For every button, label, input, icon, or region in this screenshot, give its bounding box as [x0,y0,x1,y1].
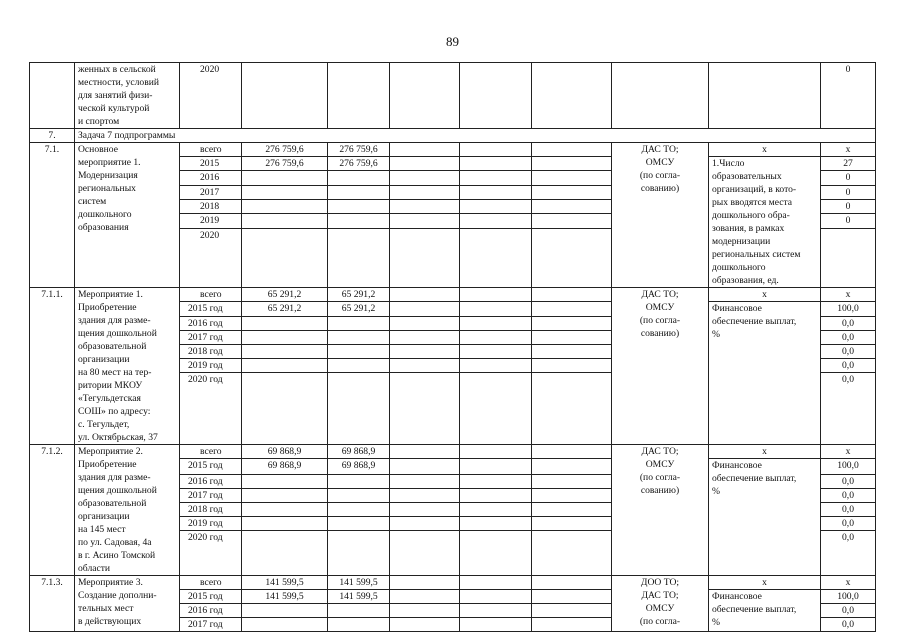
indicator-head: х [709,288,821,302]
indicator-value: 0,0 [821,475,876,489]
text-line: % [712,329,720,340]
indicator-value: 0,0 [821,531,876,576]
federal-funding [328,517,390,531]
text-line: по ул. Садовая, 4а [78,537,152,548]
row-number: 7. [30,129,75,143]
regional-funding [390,590,460,604]
year-cell: 2018 год [180,345,242,359]
total-funding [242,171,328,185]
federal-funding [328,199,390,213]
indicator-head: х [709,445,821,459]
indicator-value: 100,0 [821,302,876,317]
indicator-value: х [821,445,876,459]
text-line: для занятий физи- [78,90,153,101]
other-funding [532,576,612,590]
total-funding [242,373,328,445]
text-line: ческой культурой [78,103,150,114]
federal-funding: 276 759,6 [328,143,390,157]
local-funding [460,157,532,171]
text-line: здания для разме- [78,472,151,483]
indicator-value: х [821,576,876,590]
indicator-value: 100,0 [821,459,876,475]
local-funding [460,618,532,632]
text-line: обеспечение выплат, [712,316,797,327]
total-funding: 65 291,2 [242,288,328,302]
text-line: модернизации [712,236,771,247]
total-funding [242,618,328,632]
row-number: 7.1.2. [30,445,75,576]
text-line: региональных систем [712,249,801,260]
text-lines [712,459,817,498]
local-funding [460,604,532,618]
regional-funding [390,489,460,503]
other-funding [532,618,612,632]
total-funding [242,228,328,287]
year-cell: 2020 [180,63,242,129]
page-number: 89 [446,34,459,49]
text-line: организации [78,354,130,365]
local-funding [460,475,532,489]
text-line: Модернизация [78,170,138,181]
year-cell: 2016 год [180,475,242,489]
text-line: Приобретение [78,459,137,470]
federal-funding: 65 291,2 [328,302,390,317]
other-funding [532,373,612,445]
federal-funding [328,228,390,287]
regional-funding [390,445,460,459]
total-funding [242,531,328,576]
local-funding [460,373,532,445]
text-line: в действующих [78,616,142,627]
text-line: обеспечение выплат, [712,604,797,615]
federal-funding: 69 868,9 [328,445,390,459]
year-cell: всего [180,288,242,302]
year-cell: 2017 год [180,331,242,345]
text-lines [712,157,817,287]
text-lines [78,288,176,444]
text-lines [615,288,705,340]
indicator-value [821,228,876,287]
regional-funding [390,373,460,445]
local-funding [460,317,532,331]
text-line: Мероприятие 2. [78,446,143,457]
local-funding [460,199,532,213]
text-line: на 80 мест на тер- [78,367,152,378]
local-funding [460,214,532,228]
text-lines [615,576,705,628]
federal-funding [328,531,390,576]
federal-funding: 141 599,5 [328,576,390,590]
text-lines [78,445,176,575]
text-line: «Тегульдетская [78,393,141,404]
indicator-name [709,157,821,288]
text-line: Основное [78,144,118,155]
other-funding [532,228,612,287]
indicator-value: 0,0 [821,489,876,503]
indicator-value: 0,0 [821,331,876,345]
federal-funding [328,503,390,517]
other-funding [532,517,612,531]
text-line: ул. Октябрьская, 37 [78,432,158,443]
regional-funding [390,475,460,489]
text-line: ОМСУ [645,603,675,614]
text-line: (по согла- [639,315,681,326]
activity-name [75,63,180,129]
regional-funding [390,157,460,171]
year-cell: 2019 год [180,517,242,531]
other-funding [532,185,612,199]
local-funding [460,171,532,185]
row-number: 7.1.3. [30,576,75,632]
executor [612,445,709,576]
other-funding [532,359,612,373]
text-line: Мероприятие 1. [78,289,143,300]
other-funding [532,475,612,489]
total-funding: 65 291,2 [242,302,328,317]
local-funding [460,445,532,459]
text-line: здания для разме- [78,315,151,326]
federal-funding [328,359,390,373]
total-funding [242,185,328,199]
text-line: Финансовое [712,591,762,602]
text-line: Финансовое [712,303,762,314]
regional-funding [390,604,460,618]
text-line: ДАС ТО; [641,446,679,457]
text-line: щения дошкольной [78,485,157,496]
other-funding [532,157,612,171]
text-line: % [712,486,720,497]
year-cell: 2019 год [180,359,242,373]
text-lines [712,590,817,629]
total-funding: 276 759,6 [242,157,328,171]
federal-funding [328,604,390,618]
text-lines [615,143,705,195]
local-funding [460,359,532,373]
text-line: обеспечение выплат, [712,473,797,484]
local-funding [460,331,532,345]
text-line: (по согла- [639,616,681,627]
total-funding [242,199,328,213]
other-funding [532,199,612,213]
federal-funding [328,214,390,228]
text-line: ДАС ТО; [641,590,679,601]
total-funding [242,489,328,503]
regional-funding [390,288,460,302]
federal-funding [328,171,390,185]
other-funding [532,459,612,475]
federal-funding: 65 291,2 [328,288,390,302]
text-line: на 145 мест [78,524,126,535]
table-body [30,63,876,143]
indicator-name [709,302,821,445]
year-cell: 2020 год [180,531,242,576]
text-line: (по согла- [639,472,681,483]
year-cell: 2015 год [180,590,242,604]
text-line: дошкольного [78,209,132,220]
text-line: образовательных [712,171,782,182]
regional-funding [390,618,460,632]
federal-funding [328,331,390,345]
regional-funding [390,302,460,317]
indicator-head: х [709,143,821,157]
text-line: рых вводятся места [712,197,793,208]
regional-funding [390,459,460,475]
total-funding: 141 599,5 [242,576,328,590]
indicator-value: 0 [821,185,876,199]
section-7-1-1 [30,288,876,445]
regional-funding [390,185,460,199]
indicator-value: 0,0 [821,503,876,517]
text-line: образования, ед. [712,275,779,286]
year-cell: 2016 год [180,317,242,331]
year-cell: 2020 год [180,373,242,445]
federal-funding [328,489,390,503]
total-funding: 141 599,5 [242,590,328,604]
regional-funding [390,517,460,531]
indicator-value: 0,0 [821,317,876,331]
other-funding [532,317,612,331]
year-cell: 2017 год [180,489,242,503]
table-row [30,445,876,459]
regional-funding [390,214,460,228]
executor [612,288,709,445]
federal-funding [328,618,390,632]
total-funding: 276 759,6 [242,143,328,157]
text-line: местности, условий [78,77,160,88]
text-line: ОМСУ [645,157,675,168]
indicator-value: 0,0 [821,517,876,531]
year-cell: 2017 год [180,618,242,632]
text-line: (по согла- [639,170,681,181]
local-funding [460,288,532,302]
regional-funding [390,228,460,287]
text-line: ДАС ТО; [641,289,679,300]
text-line: и спортом [78,116,120,127]
year-cell: 2020 [180,228,242,287]
section-7-1-2 [30,445,876,576]
local-funding [460,489,532,503]
year-cell: всего [180,143,242,157]
indicator-value: х [821,143,876,157]
total-funding [242,604,328,618]
row-number: 7.1.1. [30,288,75,445]
local-funding [460,459,532,475]
total-funding [242,214,328,228]
indicator-head: х [709,576,821,590]
text-line: в г. Асино Томской [78,550,156,561]
text-line: Финансовое [712,460,762,471]
regional-funding [390,199,460,213]
total-funding [242,317,328,331]
other-funding [532,445,612,459]
year-cell: 2015 год [180,302,242,317]
indicator-value: 0 [821,171,876,185]
local-funding [460,143,532,157]
task-title: Задача 7 подпрограммы [75,129,876,143]
text-line: СОШ» по адресу: [78,406,151,417]
text-line: сованию) [640,485,680,496]
text-line: образовательной [78,498,147,509]
year-cell: 2016 год [180,604,242,618]
text-line: тельных мест [78,603,134,614]
indicator-name [709,459,821,576]
total-funding: 69 868,9 [242,459,328,475]
indicator-value: 0 [821,199,876,213]
local-funding [460,503,532,517]
regional-funding [390,503,460,517]
executor [612,143,709,288]
table-row [30,143,876,157]
local-funding [460,590,532,604]
text-line: женных в сельской [78,64,156,75]
regional-funding [390,143,460,157]
regional-funding [390,171,460,185]
text-line: организации [78,511,130,522]
text-line: мероприятие 1. [78,157,141,168]
federal-funding: 69 868,9 [328,459,390,475]
text-line: систем [78,196,107,207]
text-line: Создание дополни- [78,590,157,601]
indicator-value: 100,0 [821,590,876,604]
year-cell: 2016 [180,171,242,185]
total-funding [242,475,328,489]
indicator-value: 0 [821,63,876,129]
total-funding [242,345,328,359]
other-funding [532,503,612,517]
text-line: с. Тегульдет, [78,419,130,430]
other-funding [532,489,612,503]
other-funding [532,590,612,604]
text-line: сованию) [640,328,680,339]
federal-funding: 141 599,5 [328,590,390,604]
text-lines [615,445,705,497]
other-funding [532,302,612,317]
other-funding [532,531,612,576]
activity-name [75,445,180,576]
indicator-value: 0 [821,214,876,228]
year-cell: всего [180,576,242,590]
indicator-value: 0,0 [821,359,876,373]
row-number [30,63,75,129]
other-funding [532,143,612,157]
text-lines [78,576,176,628]
indicator-value: 0,0 [821,345,876,359]
federal-funding [328,185,390,199]
regional-funding [390,359,460,373]
year-cell: 2019 [180,214,242,228]
text-lines [78,143,176,234]
local-funding [460,517,532,531]
text-line: области [78,563,111,574]
text-line: % [712,617,720,628]
indicator-name [709,590,821,632]
text-line: ДОО ТО; [640,577,680,588]
regional-funding [390,531,460,576]
text-line: 1.Число [712,158,745,169]
year-cell: 2015 год [180,459,242,475]
text-line: дошкольного обра- [712,210,790,221]
other-funding [532,288,612,302]
total-funding [242,503,328,517]
text-line: Приобретение [78,302,137,313]
text-line: дошкольного [712,262,766,273]
other-funding [532,345,612,359]
table-row [30,63,876,129]
text-line: ОМСУ [645,302,675,313]
indicator-value: 0,0 [821,604,876,618]
local-funding [460,345,532,359]
section-7-1-3 [30,576,876,632]
year-cell: 2015 [180,157,242,171]
total-funding [242,359,328,373]
text-line: региональных [78,183,136,194]
activity-name [75,288,180,445]
local-funding [460,228,532,287]
regional-funding [390,345,460,359]
table-row [30,288,876,302]
regional-funding [390,331,460,345]
activity-name [75,143,180,288]
program-table [29,62,876,632]
year-cell: всего [180,445,242,459]
text-line: образовательной [78,341,147,352]
table-row task-row [30,129,876,143]
year-cell: 2017 [180,185,242,199]
other-funding [532,604,612,618]
federal-funding [328,475,390,489]
total-funding [242,517,328,531]
other-funding [532,331,612,345]
text-line: ритории МКОУ [78,380,143,391]
local-funding [460,576,532,590]
regional-funding [390,576,460,590]
activity-name [75,576,180,632]
indicator-value: 27 [821,157,876,171]
text-line: щения дошкольной [78,328,157,339]
text-lines [712,302,817,341]
text-line: ОМСУ [645,459,675,470]
text-line: сованию) [640,183,680,194]
table-row [30,576,876,590]
indicator-value: 0,0 [821,618,876,632]
text-line: Мероприятие 3. [78,577,143,588]
text-line: зования, в рамках [712,223,785,234]
text-line: организаций, в кото- [712,184,797,195]
other-funding [532,214,612,228]
indicator-value: х [821,288,876,302]
local-funding [460,531,532,576]
federal-funding [328,373,390,445]
local-funding [460,185,532,199]
row-number: 7.1. [30,143,75,288]
total-funding: 69 868,9 [242,445,328,459]
federal-funding [328,317,390,331]
text-line: ДАС ТО; [641,144,679,155]
executor [612,576,709,632]
indicator-value: 0,0 [821,373,876,445]
text-line: образования [78,222,129,233]
federal-funding: 276 759,6 [328,157,390,171]
total-funding [242,331,328,345]
regional-funding [390,317,460,331]
year-cell: 2018 год [180,503,242,517]
year-cell: 2018 [180,199,242,213]
other-funding [532,171,612,185]
federal-funding [328,345,390,359]
section-7-1 [30,143,876,288]
local-funding [460,302,532,317]
